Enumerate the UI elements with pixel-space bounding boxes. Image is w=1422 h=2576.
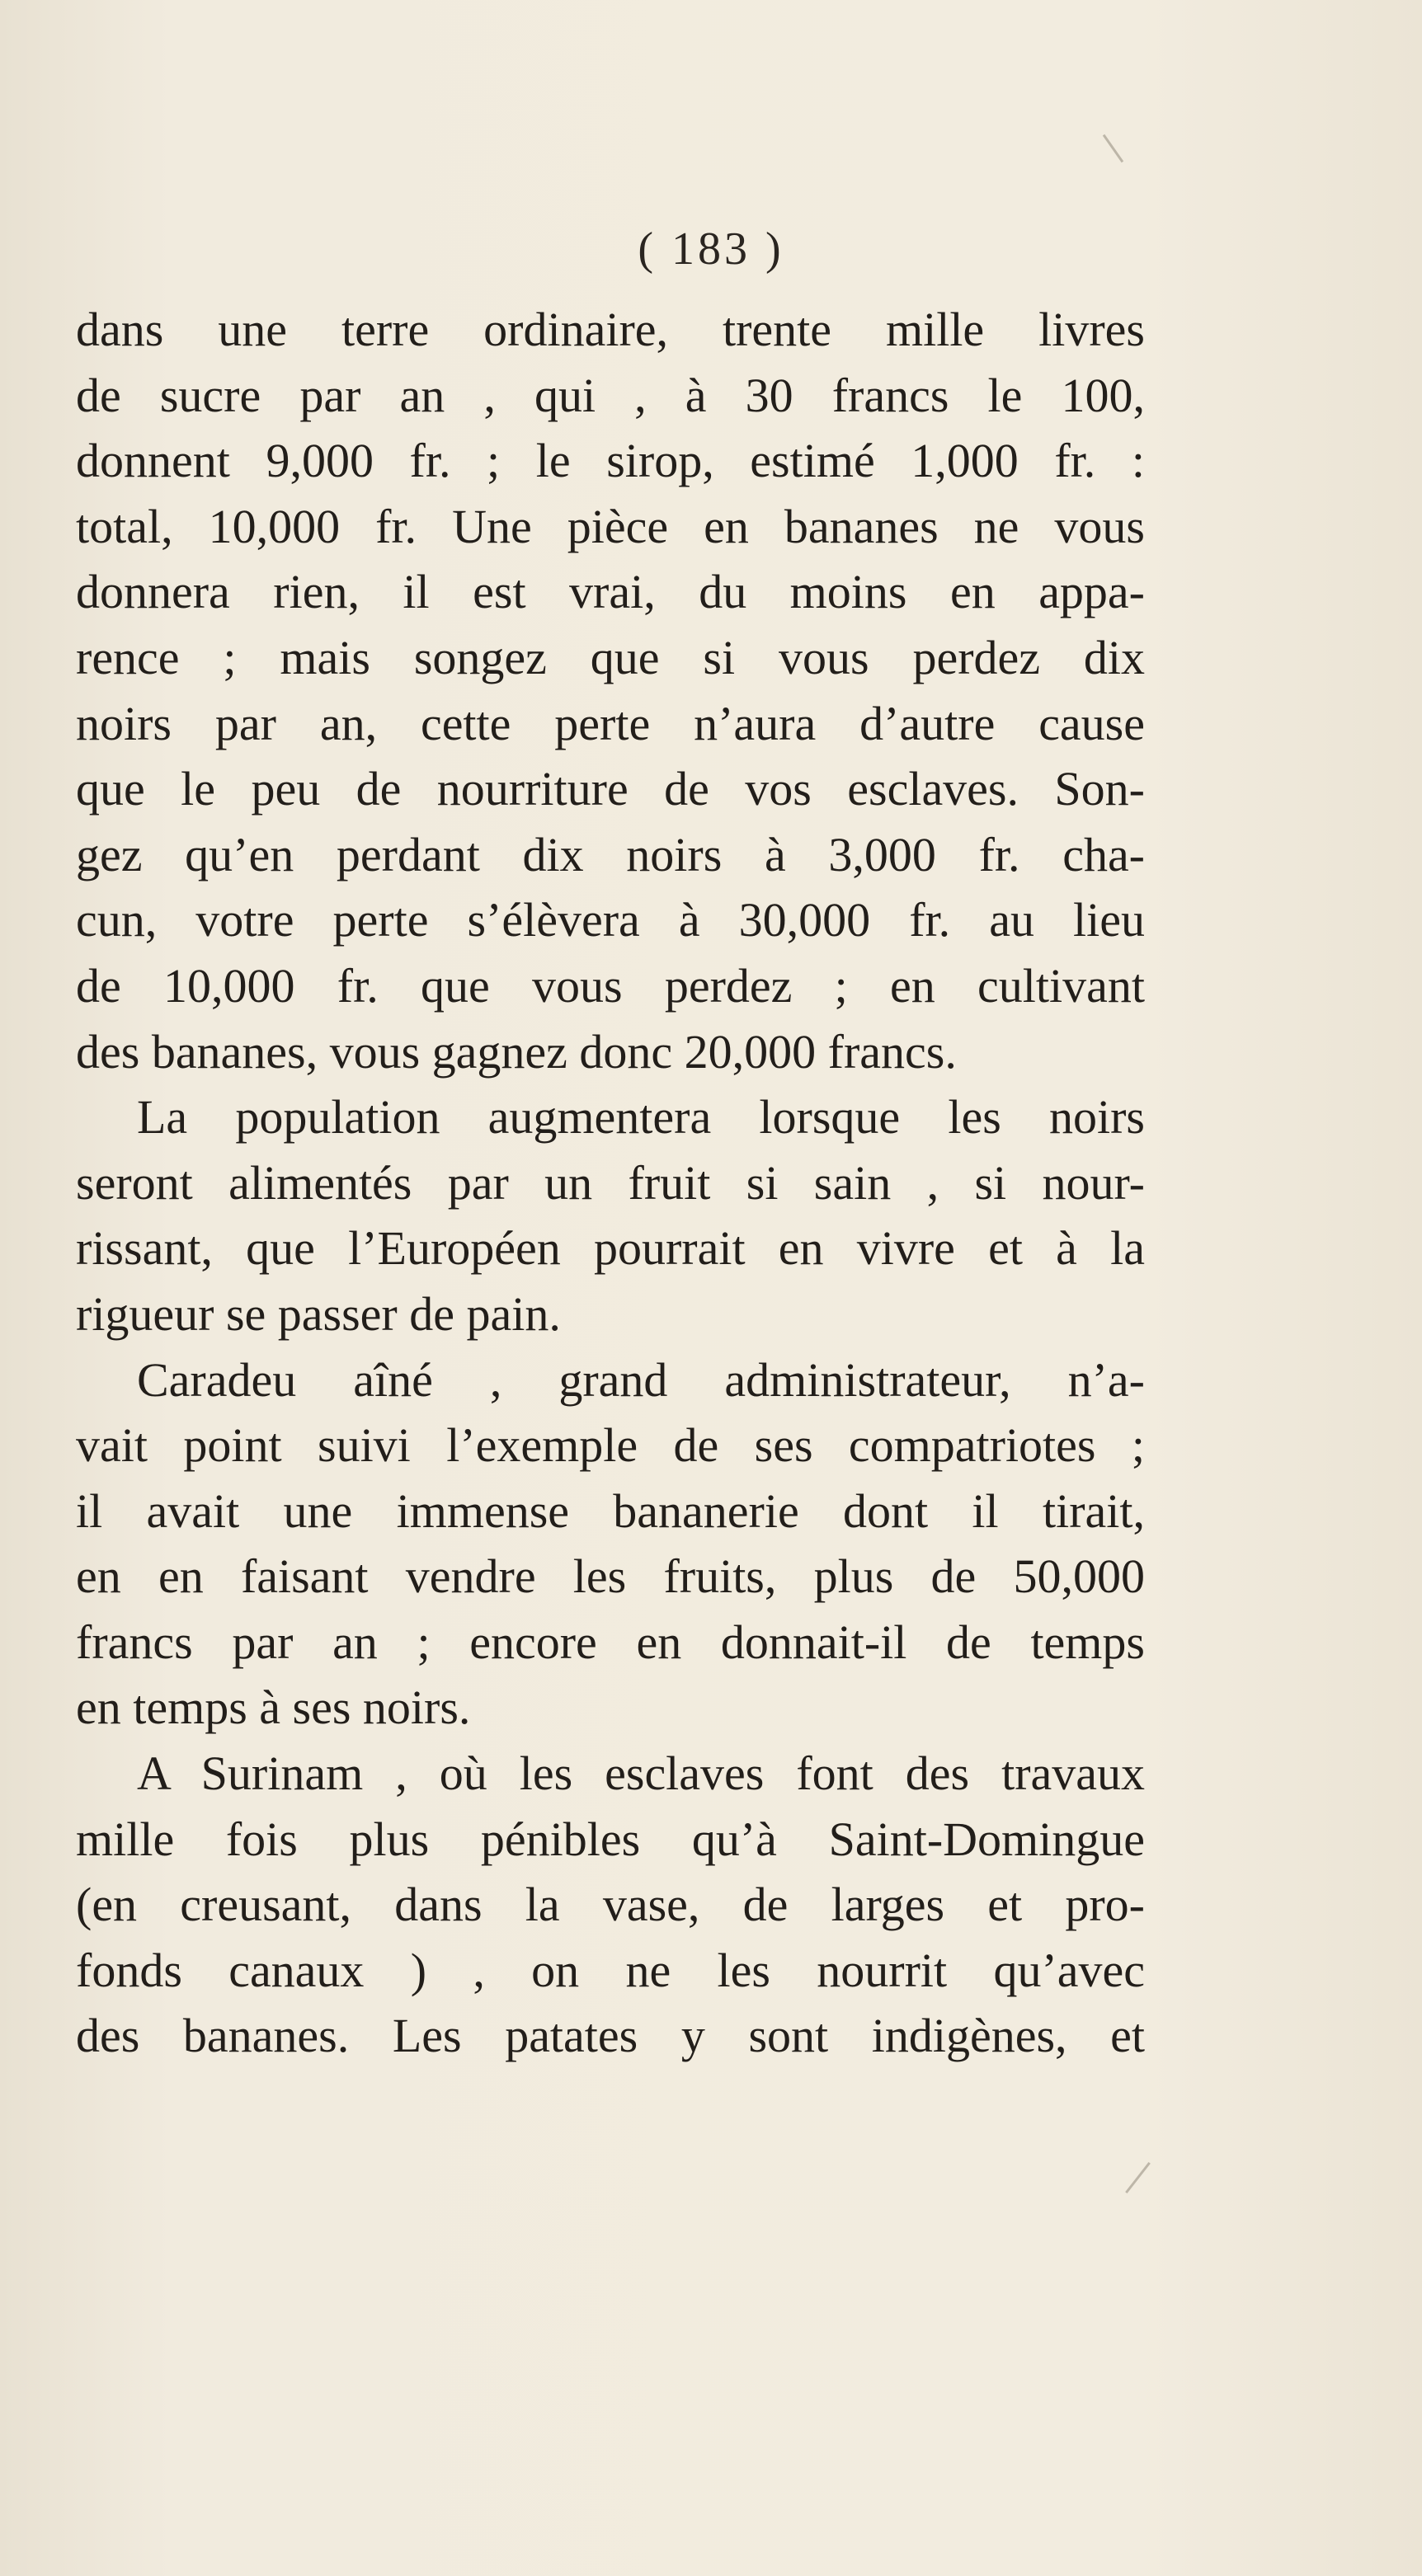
text-line: noirs par an, cette perte n’aura d’autre cause [76, 696, 1145, 750]
text-line: francs par an ; encore en donnait-il de temps [76, 1615, 1145, 1669]
text-line: A Surinam , où les esclaves font des travaux [137, 1746, 1145, 1801]
page-number: ( 183 ) [638, 223, 784, 275]
text-line: seront alimentés par un fruit si sain , si nour- [76, 1155, 1145, 1210]
text-line: des bananes. Les patates y sont indigènes, et [76, 2009, 1145, 2063]
text-line: fonds canaux ) , on ne les nourrit qu’avec [76, 1943, 1145, 1997]
text-line: vait point suivi l’exemple de ses compatriotes ; [76, 1418, 1145, 1473]
text-line: cun, votre perte s’élèvera à 30,000 fr. au lieu [76, 893, 1145, 947]
paper-crease-mark [1103, 134, 1123, 162]
text-line: en temps à ses noirs. [76, 1681, 471, 1735]
text-line: donnera rien, il est vrai, du moins en appa- [76, 565, 1145, 619]
text-line: de sucre par an , qui , à 30 francs le 100, [76, 368, 1145, 422]
text-line: de 10,000 fr. que vous perdez ; en cultivant [76, 958, 1145, 1013]
text-line: il avait une immense bananerie dont il tirait, [76, 1483, 1145, 1538]
text-line: mille fois plus pénibles qu’à Saint-Domingue [76, 1812, 1145, 1866]
text-line: gez qu’en perdant dix noirs à 3,000 fr. cha- [76, 827, 1145, 881]
text-line: donnent 9,000 fr. ; le sirop, estimé 1,000 fr. : [76, 434, 1145, 488]
text-line: Caradeu aîné , grand administrateur, n’a- [137, 1352, 1145, 1407]
text-line: en en faisant vendre les fruits, plus de 50,000 [76, 1549, 1145, 1604]
text-line: La population augmentera lorsque les noirs [137, 1090, 1145, 1145]
text-line: rence ; mais songez que si vous perdez dix [76, 630, 1145, 684]
paper-crease-mark [1125, 2162, 1151, 2193]
text-line: rissant, que l’Européen pourrait en vivre et à la [76, 1221, 1145, 1276]
text-line: des bananes, vous gagnez donc 20,000 francs. [76, 1024, 957, 1079]
text-line: que le peu de nourriture de vos esclaves. Son- [76, 762, 1145, 816]
text-line: rigueur se passer de pain. [76, 1286, 561, 1341]
text-line: total, 10,000 fr. Une pièce en bananes ne vous [76, 499, 1145, 553]
text-line: dans une terre ordinaire, trente mille livres [76, 303, 1145, 356]
text-line: (en creusant, dans la vase, de larges et pro- [76, 1878, 1145, 1932]
body-text [76, 297, 1145, 2069]
